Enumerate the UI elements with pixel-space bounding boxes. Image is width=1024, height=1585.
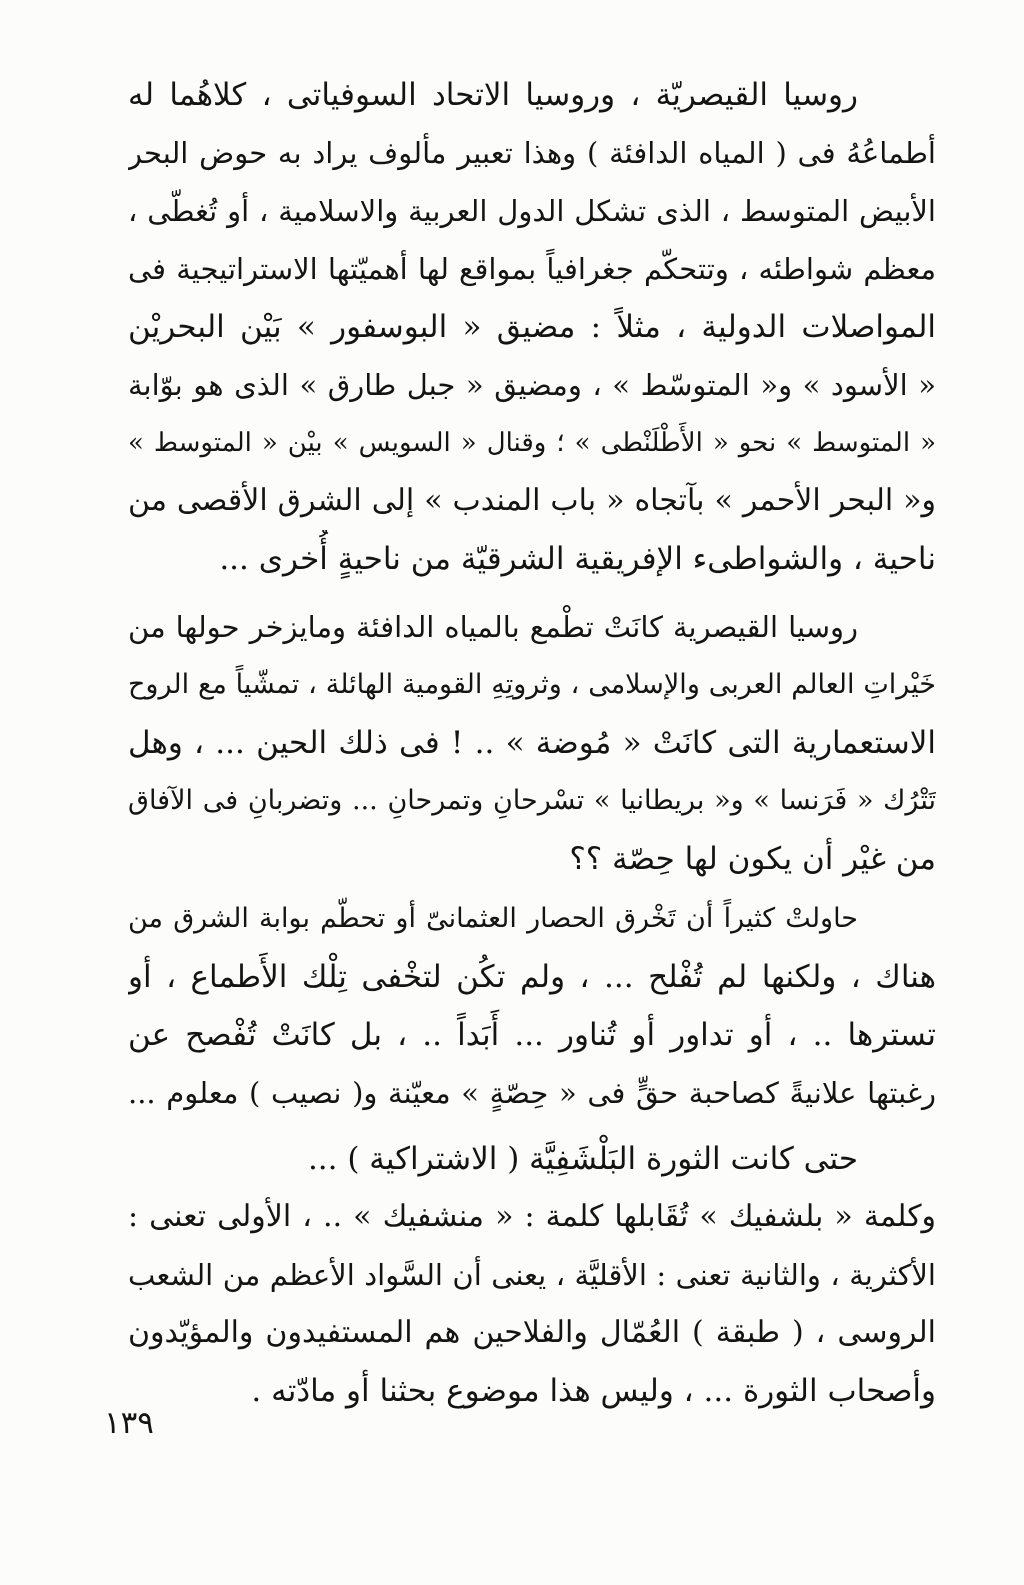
text-line: حاولتْ كثيراً أن تَخْرق الحصار العثمانىّ أو تحطّم بوابة الشرق من	[128, 903, 858, 934]
text-line: أطماعُهُ فى ( المياه الدافئة ) وهذا تعبير مألوف يراد به حوض البحر	[128, 136, 936, 170]
text-line: هناك ، ولكنها لم تُفْلح ... ، ولم تكُن لتخْفى تِلْك الأَطماع ، أو	[128, 959, 936, 995]
text-line: معظم شواطئه ، وتتحكّم جغرافياً بمواقع لها أهميّتها الاستراتيجية فى	[128, 252, 936, 286]
text-line: الاستعمارية التى كانَتْ « مُوضة » .. ! فى ذلك الحين ... ، وهل	[128, 725, 936, 761]
text-line: وأصحاب الثورة ... ، وليس هذا موضوع بحثنا أو مادّته .	[251, 1373, 936, 1409]
text-line: « المتوسط » نحو « الأَطْلَنْطى » ؛ وقنال « السويس » بيْن « المتوسط »	[128, 428, 936, 458]
text-line: تَتْرُك « فَرَنسا » و« بريطانيا » تسْرحانِ وتمرحانِ ... وتضربانِ فى الآفاق	[128, 785, 936, 816]
page-number: ١٣٩	[104, 1405, 154, 1441]
text-line: « الأسود » و« المتوسّط » ، ومضيق « جبل طارق » الذى هو بوّابة	[128, 368, 936, 402]
paragraph-1	[128, 66, 936, 588]
text-line: و« البحر الأحمر » بآتجاه « باب المندب » إلى الشرق الأقصى من	[128, 483, 936, 518]
text-line: من غيْر أن يكون لها حِصّة ؟؟	[569, 841, 936, 877]
text-line: روسيا القيصريّة ، وروسيا الاتحاد السوفياتى ، كلاهُما له	[128, 77, 858, 113]
paragraph-3	[128, 890, 936, 1122]
text-line: روسيا القيصرية كانَتْ تطْمع بالمياه الدافئة ومايزخر حولها من	[128, 610, 858, 644]
text-line: تسترها .. ، أو تداور أو تُناور ... أَبَداً .. ، بل كانَتْ تُفْصح عن	[128, 1017, 936, 1053]
text-line: الأبيض المتوسط ، الذى تشكل الدول العربية والاسلامية ، أو تُغطّى ،	[128, 194, 936, 228]
text-line: وكلمة « بلشفيك » تُقَابلها كلمة : « منشفيك » .. ، الأولى تعنى :	[128, 1199, 936, 1234]
paragraph-2	[128, 598, 936, 888]
text-line: ناحية ، والشواطىء الإفريقية الشرقيّة من ناحيةٍ أُخرى ...	[219, 541, 936, 577]
text-line: الروسى ، ( طبقة ) العُمّال والفلاحين هم المستفيدون والمؤيّدون	[128, 1315, 936, 1350]
paragraph-4	[128, 1130, 936, 1420]
text-line: رغبتها علانيةً كصاحبة حقٍّ فى « حِصّةٍ » معيّنة و( نصيب ) معلوم ...	[128, 1076, 936, 1110]
text-line: المواصلات الدولية ، مثلاً : مضيق « البوسفور » بَيْن البحريْن	[128, 309, 936, 345]
text-line: خَيْراتِ العالم العربى والإسلامى ، وثروتِهِ القومية الهائلة ، تمشّياً مع الروح	[128, 669, 936, 700]
text-line: الأكثرية ، والثانية تعنى : الأقليَّة ، يعنى أن السَّواد الأعظم من الشعب	[128, 1258, 936, 1292]
text-line: حتى كانت الثورة البَلْشَفِيَّة ( الاشتراكية ) ...	[307, 1141, 858, 1177]
